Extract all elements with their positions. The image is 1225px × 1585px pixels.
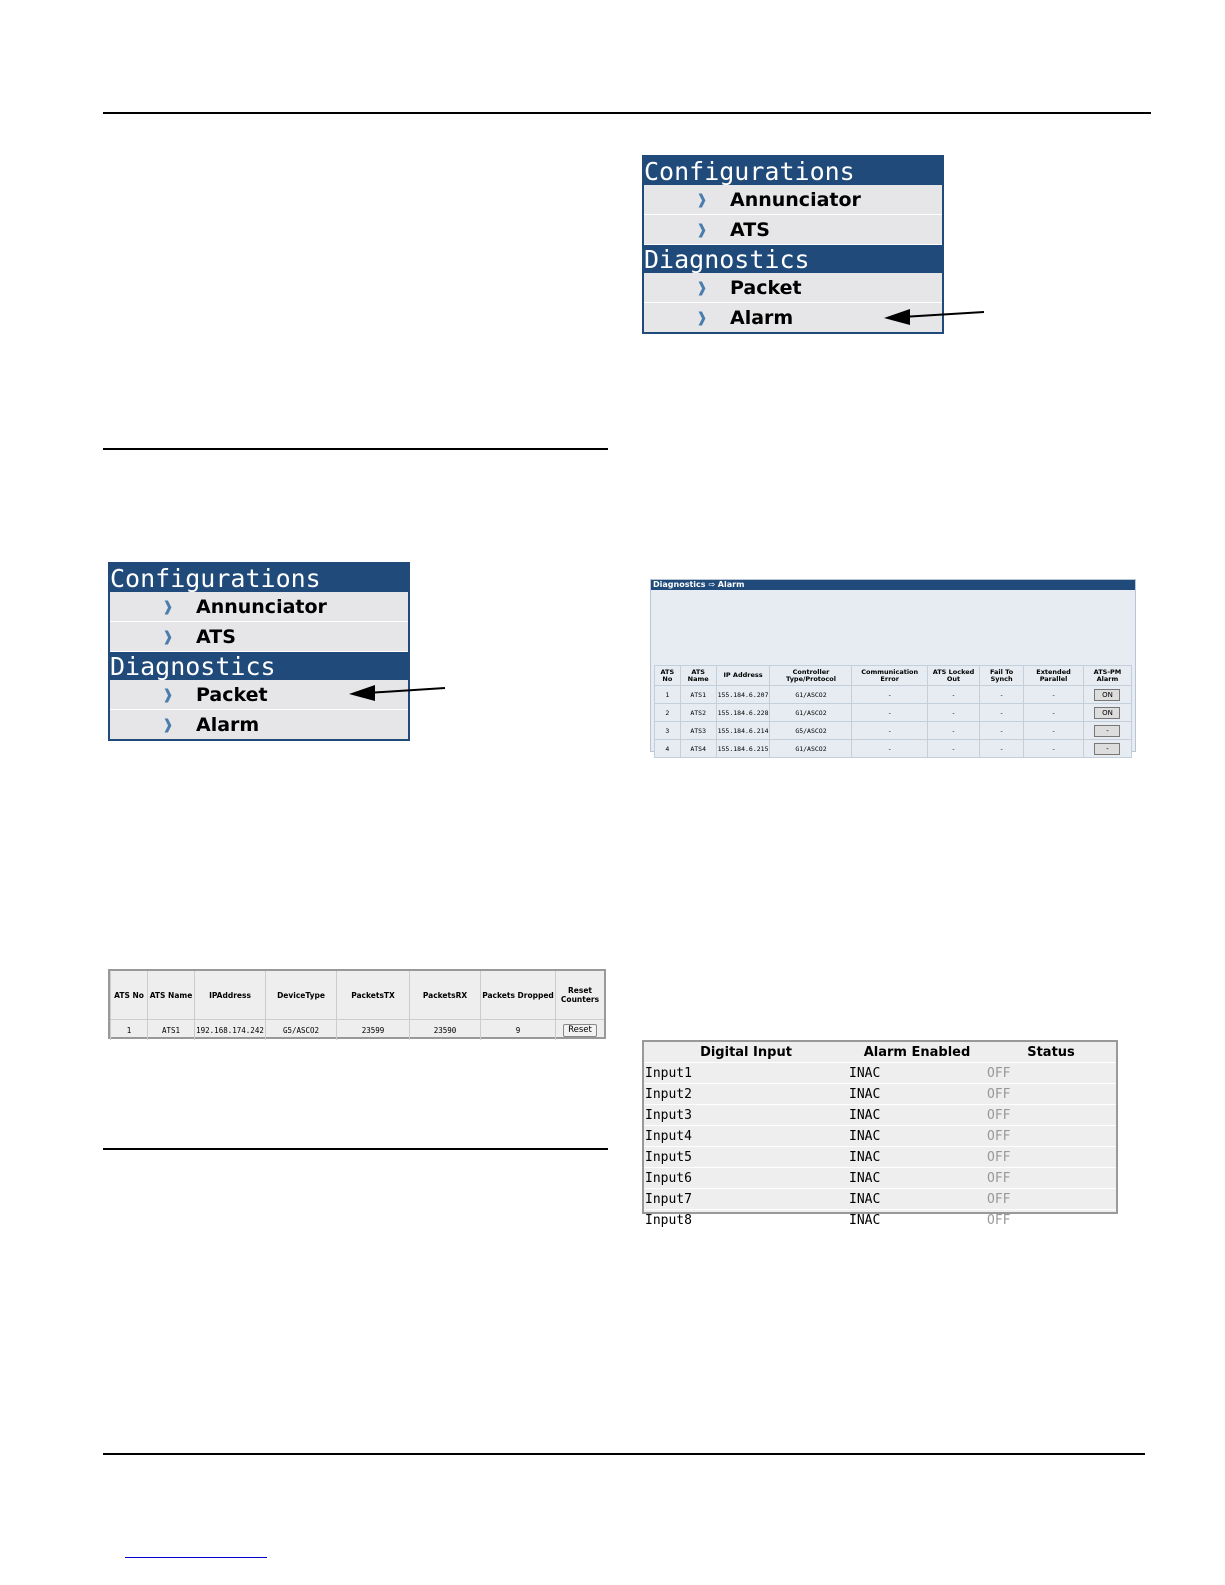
menu-item-packet[interactable]: ❱ Packet xyxy=(110,680,408,710)
chevron-right-icon: ❱ xyxy=(696,309,708,326)
chevron-right-icon: ❱ xyxy=(162,716,174,733)
footer-link-underline[interactable] xyxy=(125,1557,267,1558)
status-value: OFF xyxy=(986,1147,1116,1168)
table-row: 2 ATS2 155.184.6.228 G1/ASCO2 - - - - ON xyxy=(655,704,1132,722)
column-header: Controller Type/Protocol xyxy=(770,666,852,686)
pointer-arrow-icon xyxy=(880,300,990,330)
column-header: Extended Parallel xyxy=(1024,666,1084,686)
packet-diagnostics-table xyxy=(108,969,606,1039)
table-row: 1 ATS1 155.184.6.207 G1/ASCO2 - - - - ON xyxy=(655,686,1132,704)
menu-header-diagnostics: Diagnostics xyxy=(110,652,408,680)
menu-item-ats[interactable]: ❱ ATS xyxy=(110,622,408,652)
chevron-right-icon: ❱ xyxy=(696,191,708,208)
menu-item-annunciator[interactable]: ❱ Annunciator xyxy=(110,592,408,622)
column-header: Status xyxy=(1027,1044,1075,1060)
table-row: Input5 INAC OFF xyxy=(644,1147,1116,1168)
chevron-right-icon: ❱ xyxy=(162,598,174,615)
column-header: Reset Counters xyxy=(556,971,605,1020)
column-header: ATS-PM Alarm xyxy=(1083,666,1131,686)
section-rule-2 xyxy=(103,1148,608,1150)
status-value: OFF xyxy=(986,1084,1116,1105)
status-value: OFF xyxy=(986,1063,1116,1084)
table-row: Input2 INAC OFF xyxy=(644,1084,1116,1105)
status-value: OFF xyxy=(986,1126,1116,1147)
alarm-diagnostics-panel xyxy=(650,579,1136,752)
status-value: OFF xyxy=(986,1210,1116,1231)
column-header: ATS No xyxy=(655,666,681,686)
column-header: Alarm Enabled xyxy=(863,1044,971,1060)
table-row: Input7 INAC OFF xyxy=(644,1189,1116,1210)
alarm-toggle-button[interactable]: - xyxy=(1094,725,1120,737)
chevron-right-icon: ❱ xyxy=(162,628,174,645)
menu-item-alarm[interactable]: ❱ Alarm xyxy=(110,710,408,740)
table-row: Input8 INAC OFF xyxy=(644,1210,1116,1231)
header-rule xyxy=(103,112,1151,114)
menu-header-configurations: Configurations xyxy=(110,564,408,592)
table-row: Input3 INAC OFF xyxy=(644,1105,1116,1126)
alarm-toggle-button[interactable]: ON xyxy=(1094,689,1120,701)
column-header: ATS Name xyxy=(148,971,195,1020)
status-value: OFF xyxy=(986,1189,1116,1210)
digital-input-table xyxy=(642,1040,1118,1228)
menu-header-diagnostics: Diagnostics xyxy=(644,245,942,273)
chevron-right-icon: ❱ xyxy=(162,686,174,703)
table-row: 1 ATS1 192.168.174.242 G5/ASCO2 23599 23590 9 Reset xyxy=(111,1020,605,1041)
column-header: IPAddress xyxy=(195,971,266,1020)
table-row: Input6 INAC OFF xyxy=(644,1168,1116,1189)
table-row: 3 ATS3 155.184.6.214 G5/ASCO2 - - - - - xyxy=(655,722,1132,740)
chevron-right-icon: ❱ xyxy=(696,279,708,296)
column-header: PacketsRX xyxy=(410,971,481,1020)
menu-item-alarm[interactable]: ❱ Alarm xyxy=(644,303,942,333)
footer-rule xyxy=(103,1453,1145,1455)
menu-header-configurations: Configurations xyxy=(644,157,942,185)
pointer-arrow-icon xyxy=(345,678,450,708)
column-header: Digital Input xyxy=(700,1044,792,1060)
alarm-table xyxy=(654,665,1132,758)
column-header: PacketsTX xyxy=(337,971,410,1020)
column-header: ATS No xyxy=(111,971,148,1020)
column-header: ATS Locked Out xyxy=(927,666,979,686)
chevron-right-icon: ❱ xyxy=(696,221,708,238)
menu-item-packet[interactable]: ❱ Packet xyxy=(644,273,942,303)
menu-item-ats[interactable]: ❱ ATS xyxy=(644,215,942,245)
column-header: Fail To Synch xyxy=(980,666,1024,686)
nav-menu-left xyxy=(108,562,410,741)
table-row: Input4 INAC OFF xyxy=(644,1126,1116,1147)
table-row: Input1 INAC OFF xyxy=(644,1063,1116,1084)
status-value: OFF xyxy=(986,1105,1116,1126)
status-value: OFF xyxy=(986,1168,1116,1189)
breadcrumb: Diagnostics ⇨ Alarm xyxy=(651,580,1135,590)
alarm-toggle-button[interactable]: - xyxy=(1094,743,1120,755)
alarm-toggle-button[interactable]: ON xyxy=(1094,707,1120,719)
column-header: IP Address xyxy=(716,666,770,686)
column-header: Packets Dropped xyxy=(481,971,556,1020)
column-header: Communication Error xyxy=(852,666,927,686)
table-row: 4 ATS4 155.184.6.215 G1/ASCO2 - - - - - xyxy=(655,740,1132,758)
reset-counters-button[interactable]: Reset xyxy=(563,1024,597,1037)
column-header: DeviceType xyxy=(266,971,337,1020)
section-rule-1 xyxy=(103,448,608,450)
column-header: ATS Name xyxy=(680,666,716,686)
menu-item-annunciator[interactable]: ❱ Annunciator xyxy=(644,185,942,215)
